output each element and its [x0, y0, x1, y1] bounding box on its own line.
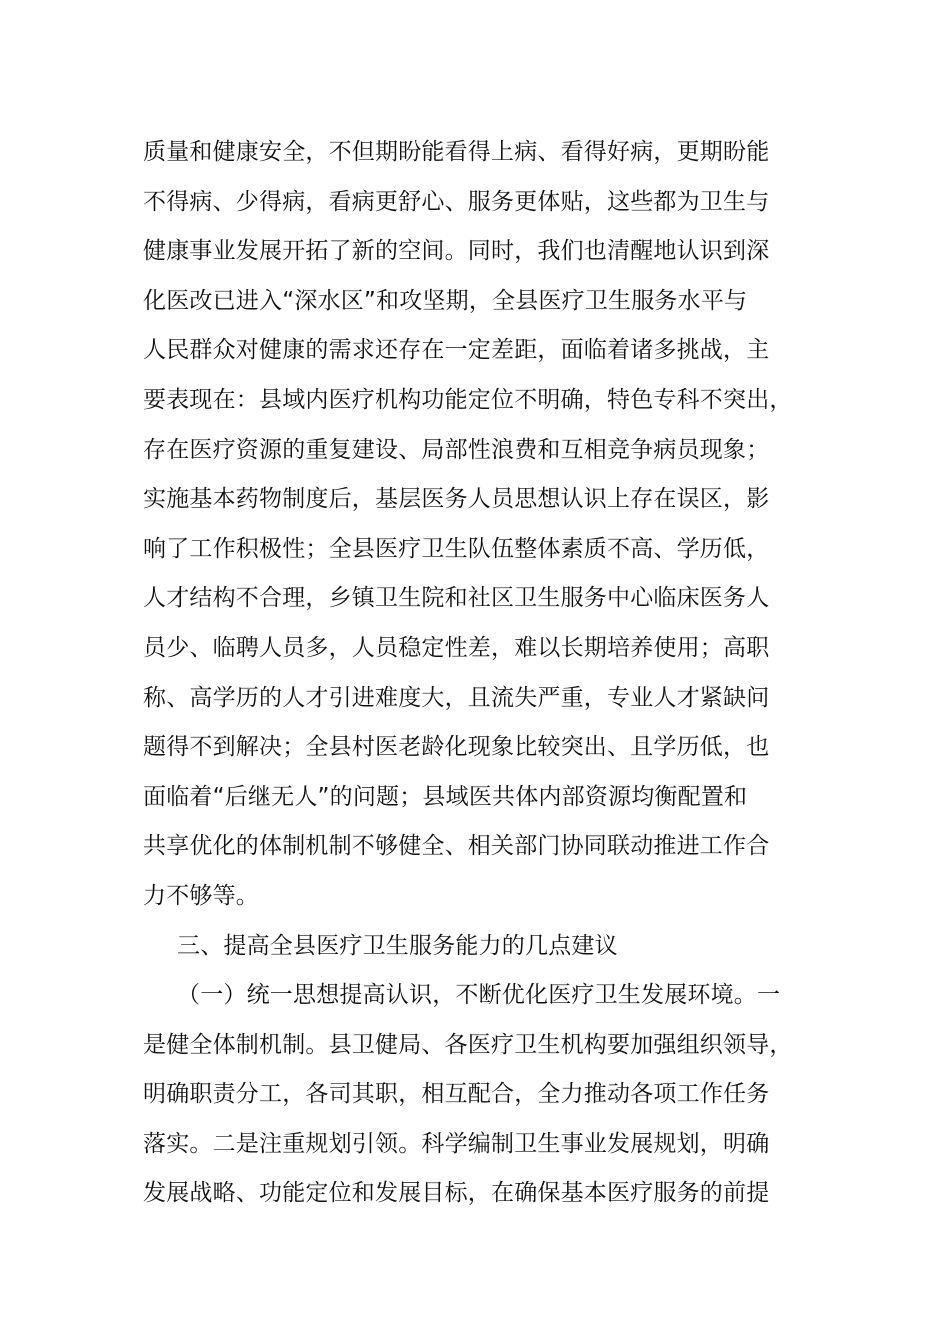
paragraph-1-line: 员少、临聘人员多，人员稳定性差，难以长期培养使用；高职: [143, 634, 770, 661]
paragraph-1-line: 要表现在：县域内医疗机构功能定位不明确，特色专科不突出，: [143, 386, 793, 413]
paragraph-2-line: 落实。二是注重规划引领。科学编制卫生事业发展规划，明确: [143, 1130, 770, 1157]
paragraph-1-line: 不得病、少得病，看病更舒心、服务更体贴，这些都为卫生与: [143, 188, 770, 215]
section-heading: 三、提高全县医疗卫生服务能力的几点建议: [177, 932, 618, 959]
paragraph-2-line: （一）统一思想提高认识，不断优化医疗卫生发展环境。一: [177, 982, 781, 1009]
paragraph-2-line: 是健全体制机制。县卫健局、各医疗卫生机构要加强组织领导，: [143, 1031, 793, 1058]
paragraph-1-line: 题得不到解决；全县村医老龄化现象比较突出、且学历低，也: [143, 734, 770, 761]
paragraph-2-line: 明确职责分工，各司其职，相互配合，全力推动各项工作任务: [143, 1081, 770, 1108]
paragraph-1-line: 实施基本药物制度后，基层医务人员思想认识上存在误区，影: [143, 486, 770, 513]
paragraph-1-line: 称、高学历的人才引进难度大，且流失严重，专业人才紧缺问: [143, 684, 770, 711]
paragraph-1-line: 质量和健康安全，不但期盼能看得上病、看得好病，更期盼能: [143, 139, 770, 165]
paragraph-1-line: 人民群众对健康的需求还存在一定差距，面临着诸多挑战，主: [143, 337, 770, 364]
paragraph-1-line: 力不够等。: [143, 882, 259, 909]
paragraph-1-line: 化医改已进入“深水区”和攻坚期，全县医疗卫生服务水平与: [143, 287, 748, 314]
paragraph-1-line: 面临着“后继无人”的问题；县域医共体内部资源均衡配置和: [143, 783, 748, 810]
document-body: [143, 128, 823, 1219]
paragraph-1-line: 共享优化的体制机制不够健全、相关部门协同联动推进工作合: [143, 833, 770, 860]
paragraph-1-line: 响了工作积极性；全县医疗卫生队伍整体素质不高、学历低，: [143, 535, 770, 562]
paragraph-1-line: 健康事业发展开拓了新的空间。同时，我们也清醒地认识到深: [143, 238, 770, 265]
paragraph-2-line: 发展战略、功能定位和发展目标，在确保基本医疗服务的前提: [143, 1180, 770, 1207]
paragraph-1-line: 人才结构不合理，乡镇卫生院和社区卫生服务中心临床医务人: [143, 585, 770, 612]
paragraph-1-line: 存在医疗资源的重复建设、局部性浪费和互相竞争病员现象；: [143, 436, 770, 463]
